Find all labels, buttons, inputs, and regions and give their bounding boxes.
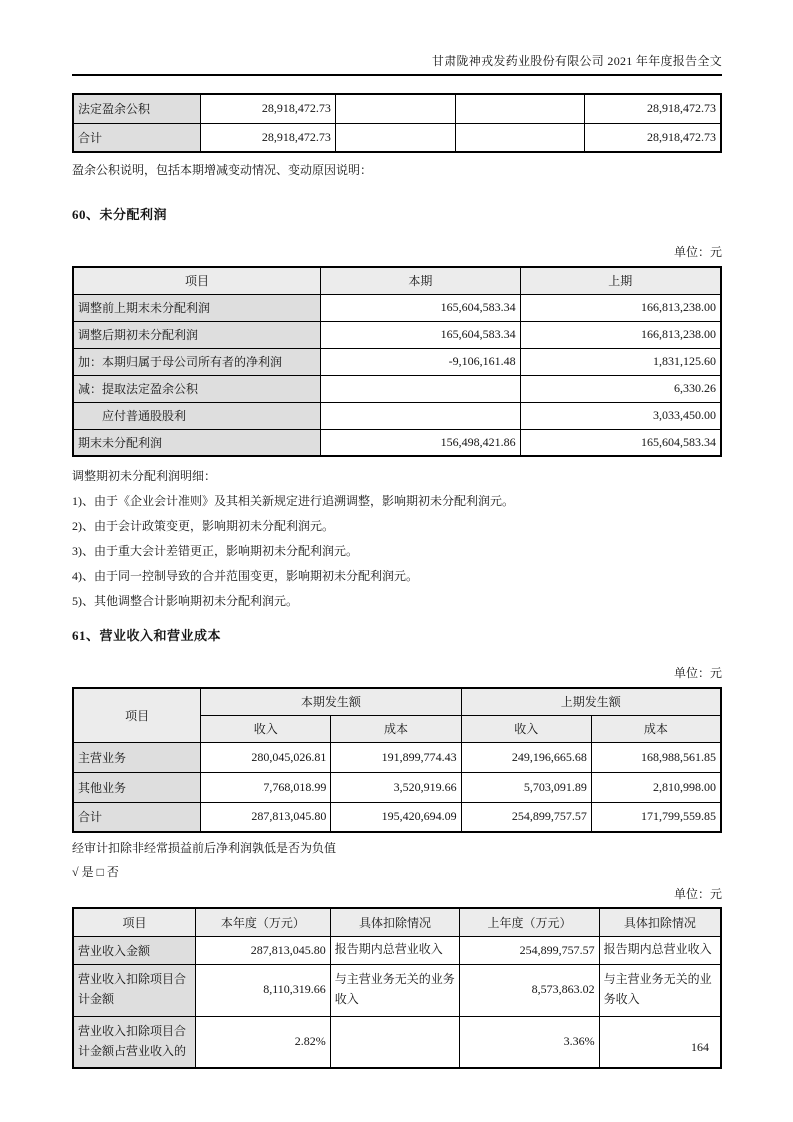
table-cell: 195,420,694.09 bbox=[331, 802, 461, 832]
row-label: 营业收入扣除项目合计金额占营业收入的 bbox=[73, 1016, 195, 1068]
table-cell: 168,988,561.85 bbox=[591, 742, 721, 772]
page-number: 164 bbox=[691, 1040, 709, 1054]
table-cell: 3,033,450.00 bbox=[520, 402, 721, 429]
table-row bbox=[73, 375, 721, 402]
row-label: 应付普通股股利 bbox=[73, 402, 321, 429]
table-cell: 6,330.26 bbox=[520, 375, 721, 402]
column-header: 上期 bbox=[520, 267, 721, 294]
surplus-reserve-table bbox=[72, 93, 722, 153]
table-cell: 2,810,998.00 bbox=[591, 772, 721, 802]
table-cell: 165,604,583.34 bbox=[520, 429, 721, 456]
unit-label: 单位：元 bbox=[673, 666, 722, 680]
column-header: 项目 bbox=[73, 688, 201, 742]
adjustment-note-1: 1)、由于《企业会计准则》及其相关新规定进行追溯调整，影响期初未分配利润元。 bbox=[72, 494, 514, 508]
column-header: 成本 bbox=[591, 715, 721, 742]
table-row bbox=[73, 742, 721, 772]
table-row bbox=[73, 802, 721, 832]
row-label: 期末未分配利润 bbox=[73, 429, 321, 456]
adjustment-notes-title: 调整期初未分配利润明细： bbox=[72, 469, 217, 483]
table-cell: 与主营业务无关的业务收入 bbox=[599, 964, 721, 1016]
table-row bbox=[73, 321, 721, 348]
table-cell: 3,520,919.66 bbox=[331, 772, 461, 802]
table-cell: 28,918,472.73 bbox=[201, 123, 336, 152]
column-header: 收入 bbox=[461, 715, 591, 742]
column-header: 成本 bbox=[331, 715, 461, 742]
table-cell: 156,498,421.86 bbox=[321, 429, 521, 456]
table-cell: 与主营业务无关的业务收入 bbox=[330, 964, 460, 1016]
table-cell: 254,899,757.57 bbox=[460, 936, 599, 964]
table-cell bbox=[321, 375, 521, 402]
table-row bbox=[73, 429, 721, 456]
undistributed-profit-table bbox=[72, 266, 722, 457]
table-cell: 3.36% bbox=[460, 1016, 599, 1068]
row-label: 营业收入扣除项目合计金额 bbox=[73, 964, 195, 1016]
table-cell: -9,106,161.48 bbox=[321, 348, 521, 375]
table-cell: 1,831,125.60 bbox=[520, 348, 721, 375]
table-cell bbox=[455, 94, 585, 123]
row-label: 调整后期初未分配利润 bbox=[73, 321, 321, 348]
table-cell: 165,604,583.34 bbox=[321, 294, 521, 321]
table-row bbox=[73, 94, 721, 123]
audit-question: 经审计扣除非经常损益前后净利润孰低是否为负值 bbox=[72, 841, 337, 855]
column-header: 收入 bbox=[201, 715, 331, 742]
row-label: 减：提取法定盈余公积 bbox=[73, 375, 321, 402]
table-row bbox=[73, 936, 721, 964]
row-label: 法定盈余公积 bbox=[73, 94, 201, 123]
column-header: 上年度（万元） bbox=[460, 908, 599, 936]
column-header: 项目 bbox=[73, 267, 321, 294]
table-cell: 2.82% bbox=[195, 1016, 330, 1068]
table-header-row bbox=[73, 267, 721, 294]
table-cell: 28,918,472.73 bbox=[585, 123, 721, 152]
table-cell: 报告期内总营业收入 bbox=[599, 936, 721, 964]
table-cell: 5,703,091.89 bbox=[461, 772, 591, 802]
row-label: 主营业务 bbox=[73, 742, 201, 772]
table-cell: 8,573,863.02 bbox=[460, 964, 599, 1016]
column-header: 具体扣除情况 bbox=[599, 908, 721, 936]
surplus-note: 盈余公积说明，包括本期增减变动情况、变动原因说明： bbox=[72, 163, 373, 177]
table-cell: 报告期内总营业收入 bbox=[330, 936, 460, 964]
table-cell: 171,799,559.85 bbox=[591, 802, 721, 832]
section-60-heading: 60、未分配利润 bbox=[72, 207, 168, 222]
table-cell bbox=[335, 94, 455, 123]
column-header: 具体扣除情况 bbox=[330, 908, 460, 936]
table-row bbox=[73, 402, 721, 429]
table-header-row bbox=[73, 908, 721, 936]
table-cell: 7,768,018.99 bbox=[201, 772, 331, 802]
unit-label: 单位：元 bbox=[673, 245, 722, 259]
table-cell: 254,899,757.57 bbox=[461, 802, 591, 832]
row-label: 合计 bbox=[73, 123, 201, 152]
table-cell: 166,813,238.00 bbox=[520, 321, 721, 348]
page-header-title: 甘肃陇神戎发药业股份有限公司 2021 年年度报告全文 bbox=[72, 52, 722, 76]
table-cell: 28,918,472.73 bbox=[585, 94, 721, 123]
table-cell: 249,196,665.68 bbox=[461, 742, 591, 772]
table-cell bbox=[335, 123, 455, 152]
table-cell: 8,110,319.66 bbox=[195, 964, 330, 1016]
column-header: 项目 bbox=[73, 908, 195, 936]
adjustment-note-5: 5)、其他调整合计影响期初未分配利润元。 bbox=[72, 594, 298, 608]
column-header: 本期发生额 bbox=[201, 688, 461, 715]
column-header: 上期发生额 bbox=[461, 688, 721, 715]
table-row bbox=[73, 294, 721, 321]
table-cell: 280,045,026.81 bbox=[201, 742, 331, 772]
adjustment-note-4: 4)、由于同一控制导致的合并范围变更，影响期初未分配利润元。 bbox=[72, 569, 418, 583]
table-cell bbox=[330, 1016, 460, 1068]
row-label: 其他业务 bbox=[73, 772, 201, 802]
table-cell: 166,813,238.00 bbox=[520, 294, 721, 321]
table-cell: 287,813,045.80 bbox=[201, 802, 331, 832]
revenue-cost-table bbox=[72, 687, 722, 833]
row-label: 营业收入金额 bbox=[73, 936, 195, 964]
column-header: 本期 bbox=[321, 267, 521, 294]
audit-answer: √ 是 □ 否 bbox=[72, 865, 119, 879]
table-header-row bbox=[73, 688, 721, 715]
row-label: 加：本期归属于母公司所有者的净利润 bbox=[73, 348, 321, 375]
section-61-heading: 61、营业收入和营业成本 bbox=[72, 628, 222, 643]
adjustment-note-2: 2)、由于会计政策变更，影响期初未分配利润元。 bbox=[72, 519, 334, 533]
table-row bbox=[73, 348, 721, 375]
table-row bbox=[73, 772, 721, 802]
row-label: 合计 bbox=[73, 802, 201, 832]
table-row bbox=[73, 123, 721, 152]
unit-label: 单位：元 bbox=[673, 887, 722, 901]
column-header: 本年度（万元） bbox=[195, 908, 330, 936]
table-cell bbox=[321, 402, 521, 429]
table-cell: 28,918,472.73 bbox=[201, 94, 336, 123]
table-row bbox=[73, 964, 721, 1016]
revenue-deduction-table bbox=[72, 907, 722, 1069]
adjustment-note-3: 3)、由于重大会计差错更正，影响期初未分配利润元。 bbox=[72, 544, 358, 558]
table-cell: 287,813,045.80 bbox=[195, 936, 330, 964]
row-label: 调整前上期末未分配利润 bbox=[73, 294, 321, 321]
table-cell bbox=[455, 123, 585, 152]
table-cell: 165,604,583.34 bbox=[321, 321, 521, 348]
table-cell: 191,899,774.43 bbox=[331, 742, 461, 772]
table-row bbox=[73, 1016, 721, 1068]
